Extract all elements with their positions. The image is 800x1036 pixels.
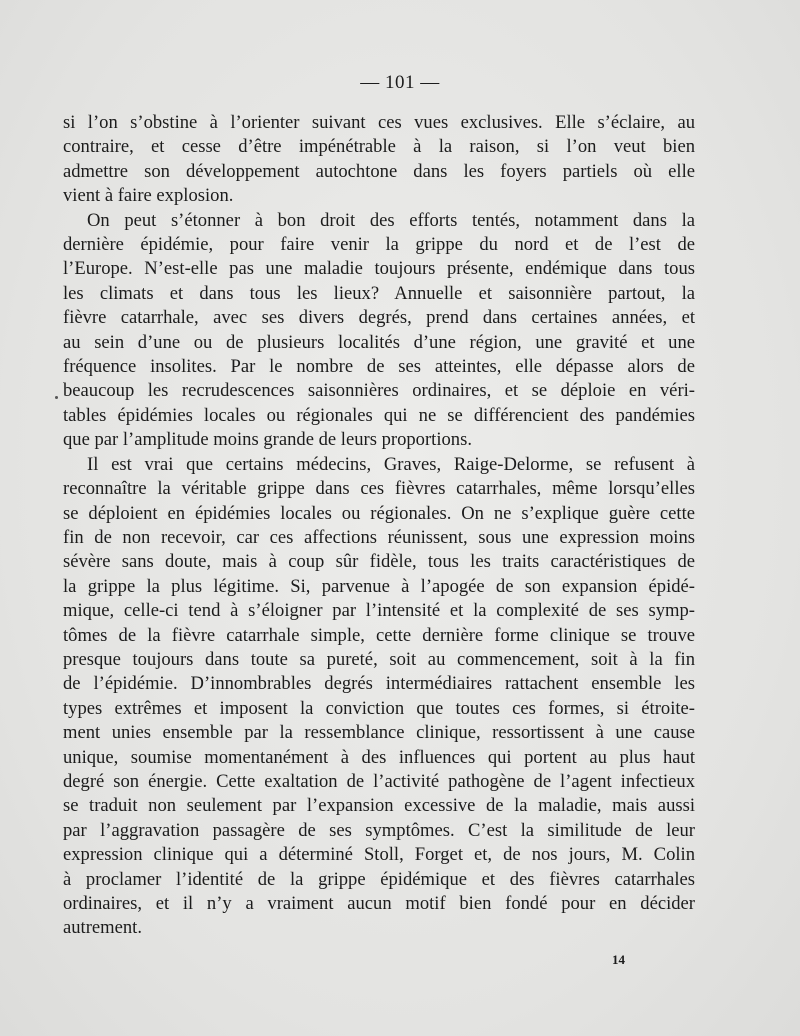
page-number: — 101 — bbox=[360, 72, 440, 93]
text-line: fréquence insolites. Par le nombre de ses atteintes, elle dépasse alors de bbox=[63, 356, 695, 378]
text-line: la grippe la plus légitime. Si, parvenue à l’apogée de son expansion épidé- bbox=[63, 575, 695, 597]
text-line: mique, celle-ci tend à s’éloigner par l’intensité et la complexité de ses symp- bbox=[63, 600, 695, 622]
text-line: de l’épidémie. D’innombrables degrés intermédiaires rattachent ensemble les bbox=[63, 673, 695, 695]
text-line: à proclamer l’identité de la grippe épidémique et des fièvres catarrhales bbox=[63, 868, 695, 890]
text-line: contraire, et cesse d’être impénétrable à la raison, si l’on veut bien bbox=[63, 136, 695, 158]
body-text bbox=[63, 111, 695, 941]
text-line: vient à faire explosion. bbox=[63, 185, 234, 207]
paragraph-3 bbox=[63, 453, 695, 941]
text-line: ordinaires, et il n’y a vraiment aucun motif bien fondé pour en décider bbox=[63, 893, 695, 914]
text-line: unique, soumise momentanément à des influences qui portent au plus haut bbox=[63, 746, 695, 768]
text-line: les climats et dans tous les lieux? Annuelle et saisonnière partout, la bbox=[63, 282, 695, 304]
text-line: l’Europe. N’est-elle pas une maladie toujours présente, endémique dans tous bbox=[63, 258, 695, 280]
text-line: si l’on s’obstine à l’orienter suivant ces vues exclusives. Elle s’éclaire, au bbox=[63, 112, 695, 133]
text-line: presque toujours dans toute sa pureté, soit au commencement, soit à la fin bbox=[63, 648, 695, 670]
text-line: reconnaître la véritable grippe dans ces fièvres catarrhales, même lorsqu’elles bbox=[63, 478, 695, 500]
paragraph-2 bbox=[63, 209, 695, 453]
text-line: expression clinique qui a déterminé Stoll, Forget et, de nos jours, M. Colin bbox=[63, 844, 695, 866]
text-line: Il est vrai que certains médecins, Graves, Raige-Delorme, se refusent à bbox=[87, 453, 695, 475]
text-line: se déploient en épidémies locales ou régionales. On ne s’explique guère cette bbox=[63, 502, 695, 524]
text-line: ment unies ensemble par la ressemblance clinique, ressortissent à une cause bbox=[63, 722, 695, 744]
text-line: fin de non recevoir, car ces affections réunissent, sous une expression moins bbox=[63, 526, 695, 548]
text-line: fièvre catarrhale, avec ses divers degrés, prend dans certaines années, et bbox=[63, 307, 695, 329]
text-line: se traduit non seulement par l’expansion excessive de la maladie, mais aussi bbox=[63, 795, 695, 817]
text-line: dernière épidémie, pour faire venir la grippe du nord et de l’est de bbox=[63, 234, 695, 256]
paragraph-1 bbox=[63, 111, 695, 209]
print-speck bbox=[55, 396, 58, 399]
text-line: tômes de la fièvre catarrhale simple, cette dernière forme clinique se trouve bbox=[63, 624, 695, 646]
text-line: que par l’amplitude moins grande de leurs proportions. bbox=[63, 429, 472, 451]
text-line: degré son énergie. Cette exaltation de l’activité pathogène de l’agent infectieux bbox=[63, 770, 695, 792]
text-line: au sein d’une ou de plusieurs localités d’une région, une gravité et une bbox=[63, 331, 695, 353]
text-line: types extrêmes et imposent la conviction que toutes ces formes, si étroite- bbox=[63, 697, 695, 719]
text-line: tables épidémies locales ou régionales qui ne se différencient des pandémies bbox=[63, 404, 695, 426]
signature-mark: 14 bbox=[612, 952, 625, 967]
text-line: beaucoup les recrudescences saisonnières ordinaires, et se déploie en véri- bbox=[63, 380, 695, 402]
text-line: sévère sans doute, mais à coup sûr fidèle, tous les traits caractéristiques de bbox=[63, 551, 695, 573]
text-line: par l’aggravation passagère de ses symptômes. C’est la similitude de leur bbox=[63, 819, 695, 841]
text-line: admettre son développement autochtone dans les foyers partiels où elle bbox=[63, 160, 695, 182]
text-line: On peut s’étonner à bon droit des efforts tentés, notamment dans la bbox=[87, 209, 695, 231]
text-line: autrement. bbox=[63, 917, 142, 939]
